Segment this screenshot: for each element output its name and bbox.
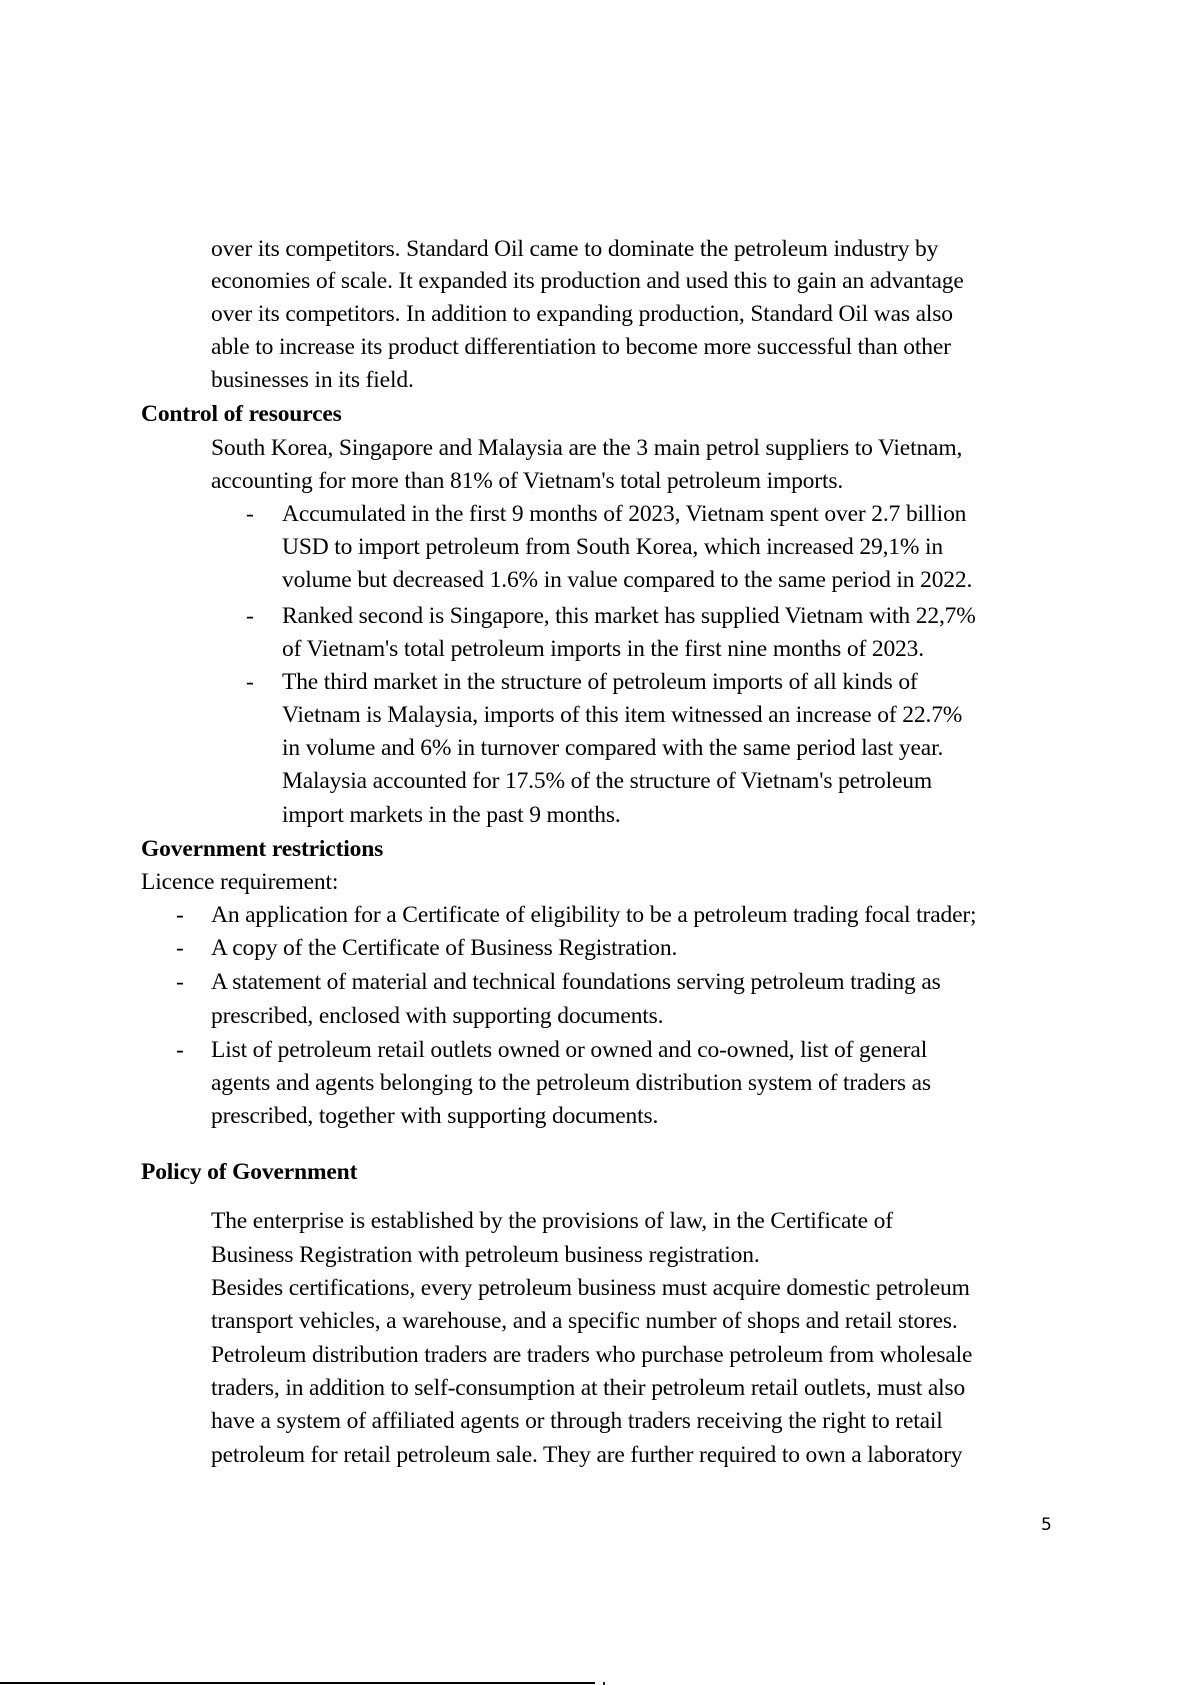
bullet-dash: - — [176, 969, 184, 995]
bullet-line: USD to import petroleum from South Korea, which increased 29,1% in — [282, 534, 944, 560]
bullet-line: prescribed, together with supporting documents. — [211, 1103, 659, 1129]
intro-line: businesses in its field. — [211, 367, 414, 393]
paragraph-line: transport vehicles, a warehouse, and a specific number of shops and retail stores. — [211, 1308, 958, 1334]
bullet-line: in volume and 6% in turnover compared with the same period last year. — [282, 735, 944, 761]
paragraph-line: Besides certifications, every petroleum business must acquire domestic petroleum — [211, 1275, 970, 1301]
intro-line: economies of scale. It expanded its production and used this to gain an advantage — [211, 268, 964, 294]
paragraph-line: Business Registration with petroleum business registration. — [211, 1242, 760, 1268]
section-heading-policy-of-government: Policy of Government — [141, 1159, 358, 1185]
intro-line: over its competitors. Standard Oil came to dominate the petroleum industry by — [211, 236, 939, 262]
footnote-separator-rule — [0, 1682, 595, 1684]
paragraph-line: accounting for more than 81% of Vietnam's total petroleum imports. — [211, 468, 844, 494]
bullet-line: agents and agents belonging to the petroleum distribution system of traders as — [211, 1070, 931, 1096]
section-heading-control-of-resources: Control of resources — [141, 401, 342, 427]
bullet-dash: - — [246, 501, 254, 527]
bullet-line: Accumulated in the first 9 months of 2023, Vietnam spent over 2.7 billion — [282, 501, 967, 527]
bullet-dash: - — [176, 902, 184, 928]
bullet-line: Malaysia accounted for 17.5% of the structure of Vietnam's petroleum — [282, 768, 932, 794]
paragraph-line: have a system of affiliated agents or through traders receiving the right to retail — [211, 1408, 943, 1434]
paragraph-line: South Korea, Singapore and Malaysia are the 3 main petrol suppliers to Vietnam, — [211, 435, 963, 461]
bullet-dash: - — [176, 1037, 184, 1063]
bullet-dash: - — [176, 935, 184, 961]
bullet-dash: - — [246, 603, 254, 629]
bullet-line: A copy of the Certificate of Business Registration. — [211, 935, 678, 961]
paragraph-line: traders, in addition to self-consumption at their petroleum retail outlets, must also — [211, 1375, 966, 1401]
intro-line: over its competitors. In addition to expanding production, Standard Oil was also — [211, 301, 953, 327]
page-number: 5 — [1041, 1515, 1052, 1535]
licence-requirement-label: Licence requirement: — [141, 869, 339, 895]
bullet-line: Ranked second is Singapore, this market has supplied Vietnam with 22,7% — [282, 603, 976, 629]
bullet-dash: - — [246, 669, 254, 695]
bullet-line: volume but decreased 1.6% in value compared to the same period in 2022. — [282, 567, 973, 593]
bullet-line: import markets in the past 9 months. — [282, 802, 621, 828]
paragraph-line: petroleum for retail petroleum sale. They are further required to own a laboratory — [211, 1442, 963, 1468]
bullet-line: An application for a Certificate of eligibility to be a petroleum trading focal trader; — [211, 902, 977, 928]
bullet-line: A statement of material and technical foundations serving petroleum trading as — [211, 969, 941, 995]
bullet-line: prescribed, enclosed with supporting documents. — [211, 1003, 664, 1029]
paragraph-line: Petroleum distribution traders are traders who purchase petroleum from wholesale — [211, 1342, 973, 1368]
bullet-line: of Vietnam's total petroleum imports in the first nine months of 2023. — [282, 636, 924, 662]
bullet-line: List of petroleum retail outlets owned or owned and co-owned, list of general — [211, 1037, 928, 1063]
paragraph-line: The enterprise is established by the provisions of law, in the Certificate of — [211, 1208, 893, 1234]
intro-line: able to increase its product differentiation to become more successful than other — [211, 334, 951, 360]
bullet-line: The third market in the structure of petroleum imports of all kinds of — [282, 669, 918, 695]
bullet-line: Vietnam is Malaysia, imports of this item witnessed an increase of 22.7% — [282, 702, 963, 728]
section-heading-government-restrictions: Government restrictions — [141, 836, 384, 862]
